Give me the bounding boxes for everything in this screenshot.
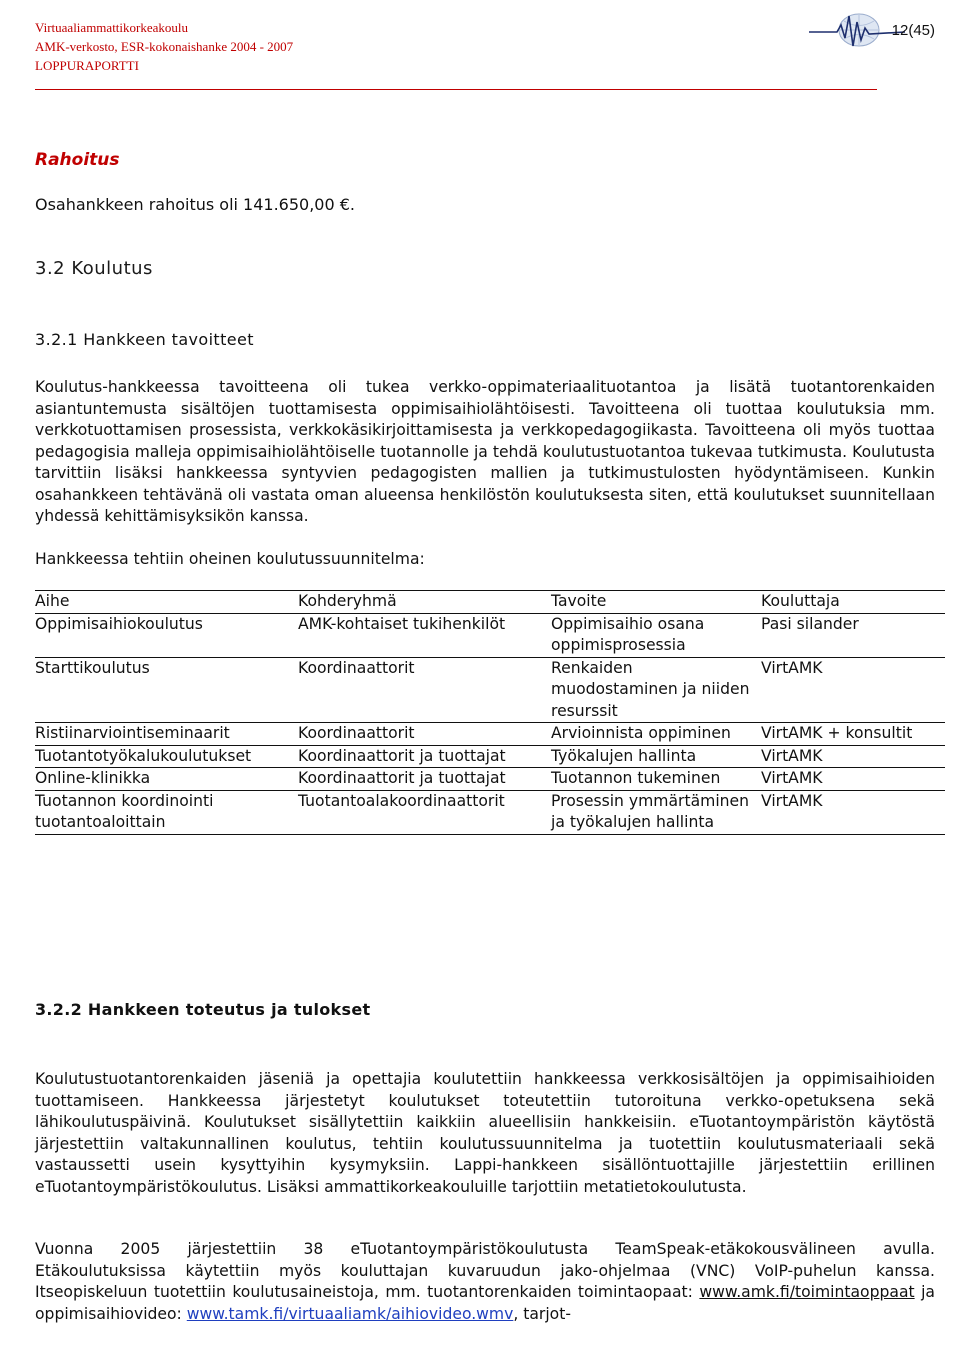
header-line-project: AMK-verkosto, ESR-kokonaishanke 2004 - 2007 — [35, 39, 294, 54]
section-heading: 3.2 Koulutus — [35, 258, 153, 279]
funding-text: Osahankkeen rahoitus oli 141.650,00 €. — [35, 195, 356, 214]
header-text — [35, 18, 293, 75]
header-divider — [35, 89, 877, 90]
materials-text: Vuonna 2005 järjestettiin 38 eTuotantoympäristökoulutusta TeamSpeak-etäkokousvälineen avulla. Etäkoulutuksissa käytettiin myös kouluttajan kuvaruudun jako-ohjelmaa (VNC) VoIP-puhelun kanssa. Itseopiskeluun tuotettiin koulutusaineistoja, mm. tuotantorenkaiden toimintaopaat: — [35, 1240, 935, 1301]
column-header-target-group: Kohderyhmä — [298, 591, 551, 614]
video-link[interactable]: www.tamk.fi/virtuaaliamk/aihiovideo.wmv — [186, 1304, 514, 1323]
cell-topic: Ristiinarviointiseminaarit — [35, 723, 298, 746]
cell-goal: Oppimisaihio osana oppimisprosessia — [551, 613, 761, 657]
table-row — [35, 613, 945, 657]
training-materials-paragraph — [35, 1239, 935, 1325]
cell-trainer: Pasi silander — [761, 613, 945, 657]
column-header-topic: Aihe — [35, 591, 298, 614]
subsection-heading-results: 3.2.2 Hankkeen toteutus ja tulokset — [35, 1000, 371, 1019]
cell-target-group: Koordinaattorit — [298, 723, 551, 746]
cell-target-group: Koordinaattorit ja tuottajat — [298, 768, 551, 791]
cell-trainer: VirtAMK — [761, 657, 945, 723]
table-row — [35, 745, 945, 768]
page-header — [35, 10, 935, 95]
cell-target-group: AMK-kohtaiset tukihenkilöt — [298, 613, 551, 657]
cell-goal: Prosessin ymmärtäminen ja työkalujen hallinta — [551, 790, 761, 834]
column-header-trainer: Kouluttaja — [761, 591, 945, 614]
cell-trainer: VirtAMK + konsultit — [761, 723, 945, 746]
subsection-heading-goals: 3.2.1 Hankkeen tavoitteet — [35, 330, 254, 349]
table-row — [35, 790, 945, 834]
header-line-org: Virtuaaliammattikorkeakoulu — [35, 20, 189, 35]
column-header-goal: Tavoite — [551, 591, 761, 614]
results-paragraph: Koulutustuotantorenkaiden jäseniä ja opettajia koulutettiin hankkeessa verkkosisältöjen ja oppimisaihioiden tuottamiseen. Hankkeessa järjestetyt koulutukset toteutettiin tutoroituna verkko-opetuksena sekä lähikoulutuspäivinä. Koulutukset sisällytettiin kaikkiin alueellisiin hankkeisiin. eTuotantoympäristön käytöstä järjestettiin valtakunnallinen koulutus, tehtiin koulutussuunnitelma ja tuotettiin koulutusmateriaali sekä vastaussetti usein kysyttyihin kysymyksiin. Lappi-hankkeen sisällöntuottajille järjestettiin erillinen eTuotantoympäristökoulutus. Lisäksi ammattikorkeakouluille tarjottiin metatietokoulutusta. — [35, 1070, 935, 1196]
cell-target-group: Koordinaattorit ja tuottajat — [298, 745, 551, 768]
cell-trainer: VirtAMK — [761, 768, 945, 791]
cell-topic: Tuotannon koordinointi tuotantoaloittain — [35, 790, 298, 834]
cell-goal: Renkaiden muodostaminen ja niiden resurssit — [551, 657, 761, 723]
table-row — [35, 768, 945, 791]
cell-topic: Online-klinikka — [35, 768, 298, 791]
cell-goal: Tuotannon tukeminen — [551, 768, 761, 791]
materials-mid-text: ja oppimisaihiovideo: — [35, 1283, 935, 1323]
cell-target-group: Koordinaattorit — [298, 657, 551, 723]
table-header-row — [35, 591, 945, 614]
table-row — [35, 723, 945, 746]
cell-goal: Työkalujen hallinta — [551, 745, 761, 768]
cell-goal: Arvioinnista oppiminen — [551, 723, 761, 746]
cell-trainer: VirtAMK — [761, 790, 945, 834]
cell-topic: Tuotantotyökalukoulutukset — [35, 745, 298, 768]
guides-link[interactable]: www.amk.fi/toimintaoppaat — [699, 1283, 915, 1301]
cell-trainer: VirtAMK — [761, 745, 945, 768]
training-plan-table — [35, 590, 945, 835]
header-line-report: LOPPURAPORTTI — [35, 58, 139, 73]
funding-heading: Rahoitus — [35, 150, 120, 170]
cell-target-group: Tuotantoalakoordinaattorit — [298, 790, 551, 834]
table-row — [35, 657, 945, 723]
goals-paragraph: Koulutus-hankkeessa tavoitteena oli tukea verkko-oppimateriaalituotantoa ja lisätä tuotantorenkaiden asiantuntemusta sisältöjen tuottamisesta oppimisaihiolähtöisesti. Tavoitteena oli tuottaa koulutuksia mm. verkkotuottamisen prosessista, verkkokäsikirjoittamisesta ja verkkopedagogiikasta. Tavoitteena oli myös tuottaa pedagogisia malleja oppimisaihiolähtöiselle tuotannolle ja tehdä koulutustuotantoa tukevaa tutkimusta. Koulutusta tarvittiin lisäksi hankkeessa syntyvien pedagogisten mallien ja tutkimustulosten hyödyntämiseen. Kunkin osahankkeen tehtävänä oli vastata oman alueensa henkilöstön koulutuksesta siten, että koulutukset suunnitellaan yhdessä kehittämisyksikön kanssa. — [35, 378, 935, 525]
plan-intro: Hankkeessa tehtiin oheinen koulutussuunnitelma: — [35, 550, 425, 568]
cell-topic: Oppimisaihiokoulutus — [35, 613, 298, 657]
page-number: 12(45) — [891, 22, 935, 39]
materials-tail-text: , tarjot- — [513, 1304, 571, 1323]
cell-topic: Starttikoulutus — [35, 657, 298, 723]
